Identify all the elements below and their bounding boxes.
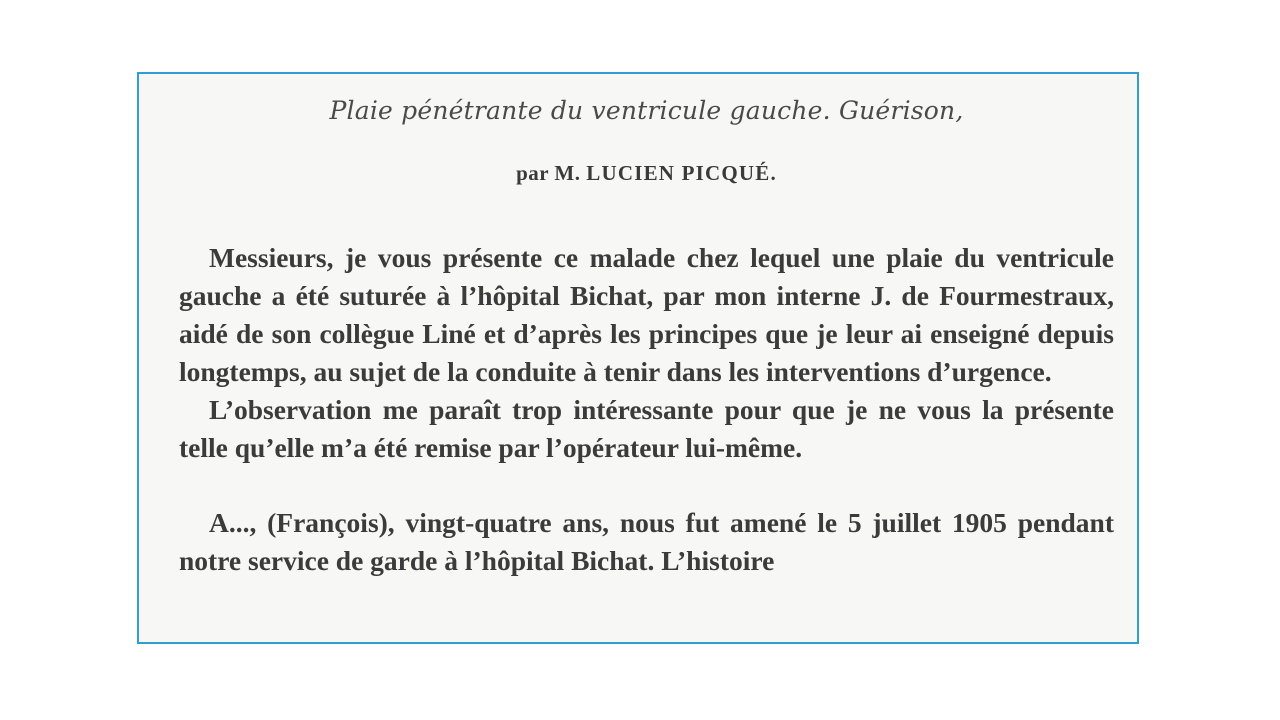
paragraph-3: A..., (François), vingt-quatre ans, nous fut amené le 5 juillet 1905 pendant notre service de garde à l’hôpital Bichat. L’histoire xyxy=(179,507,1114,576)
paragraph-2: L’observation me paraît trop intéressante pour que je ne vous la présente telle qu’elle m’a été remise par l’opérateur lui-même. xyxy=(179,394,1114,463)
article-body xyxy=(179,239,1114,580)
paragraph-1: Messieurs, je vous présente ce malade chez lequel une plaie du ventricule gauche a été suturée à l’hôpital Bichat, par mon interne J. de Fourmestraux, aidé de son collègue Liné et d’après les principes que je leur ai enseigné depuis longtemps, au sujet de la conduite à tenir dans les interventions d’urgence. xyxy=(179,242,1114,387)
paragraph-gap xyxy=(179,467,1114,504)
document-frame xyxy=(137,72,1139,644)
document-page xyxy=(179,94,1114,580)
article-author xyxy=(179,161,1114,186)
article-title: Plaie pénétrante du ventricule gauche. Guérison, xyxy=(329,96,964,125)
author-name: LUCIEN PICQUÉ. xyxy=(586,161,777,185)
author-prefix: par M. xyxy=(516,161,581,185)
